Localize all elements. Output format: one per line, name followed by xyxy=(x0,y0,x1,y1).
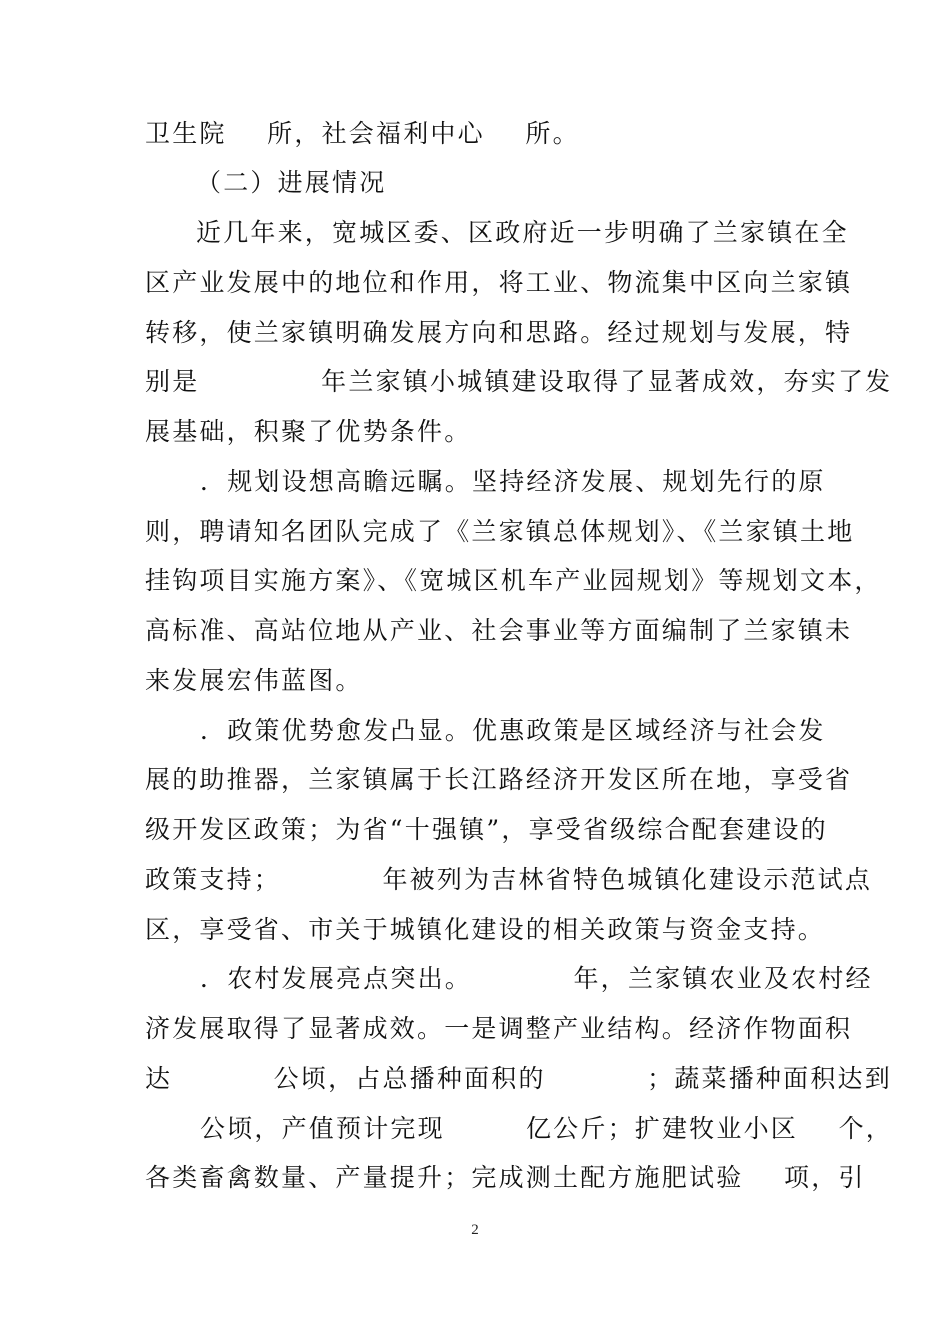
text-line: 区，享受省、市关于城镇化建设的相关政策与资金支持。 xyxy=(145,915,826,944)
page-number: 2 xyxy=(471,1222,479,1238)
text-line: 卫生院 所，社会福利中心 所。 xyxy=(145,119,580,148)
text-line: ．政策优势愈发凸显。优惠政策是区域经济与社会发 xyxy=(200,716,826,745)
text-line: 区产业发展中的地位和作用，将工业、物流集中区向兰家镇 xyxy=(145,268,853,297)
text-line: 济发展取得了显著成效。一是调整产业结构。经济作物面积 xyxy=(145,1014,853,1043)
text-line: 挂钩项目实施方案》、《宽城区机车产业园规划》等规划文本， xyxy=(145,566,882,595)
text-line: 来发展宏伟蓝图。 xyxy=(145,666,363,695)
text-line: 展基础，积聚了优势条件。 xyxy=(145,417,472,446)
text-line: 近几年来，宽城区委、区政府近一步明确了兰家镇在全 xyxy=(196,218,849,247)
text-line: 高标准、高站位地从产业、社会事业等方面编制了兰家镇未 xyxy=(145,616,853,645)
text-line: 公顷，产值预计完现 亿公斤；扩建牧业小区 个， xyxy=(200,1114,893,1143)
text-line: 政策支持； 年被列为吉林省特色城镇化建设示范试点 xyxy=(145,865,873,894)
text-line: 则，聘请知名团队完成了《兰家镇总体规划》、《兰家镇土地 xyxy=(145,517,855,546)
text-line: ．规划设想高瞻远瞩。坚持经济发展、规划先行的原 xyxy=(200,467,826,496)
text-line: 级开发区政策；为省“十强镇”，享受省级综合配套建设的 xyxy=(145,815,828,844)
text-line: 达 公顷，占总播种面积的 ；蔬菜播种面积达到 xyxy=(145,1064,892,1093)
text-line: 各类畜禽数量、产量提升；完成测土配方施肥试验 项，引 xyxy=(145,1163,866,1192)
text-line: 别是 年兰家镇小城镇建设取得了显著成效，夯实了发 xyxy=(145,367,893,396)
text-line: 展的助推器，兰家镇属于长江路经济开发区所在地，享受省 xyxy=(145,765,853,794)
section-heading: （二）进展情况 xyxy=(196,168,387,197)
text-line: 转移，使兰家镇明确发展方向和思路。经过规划与发展，特 xyxy=(145,318,853,347)
text-line: ．农村发展亮点突出。 年，兰家镇农业及农村经 xyxy=(200,964,873,993)
